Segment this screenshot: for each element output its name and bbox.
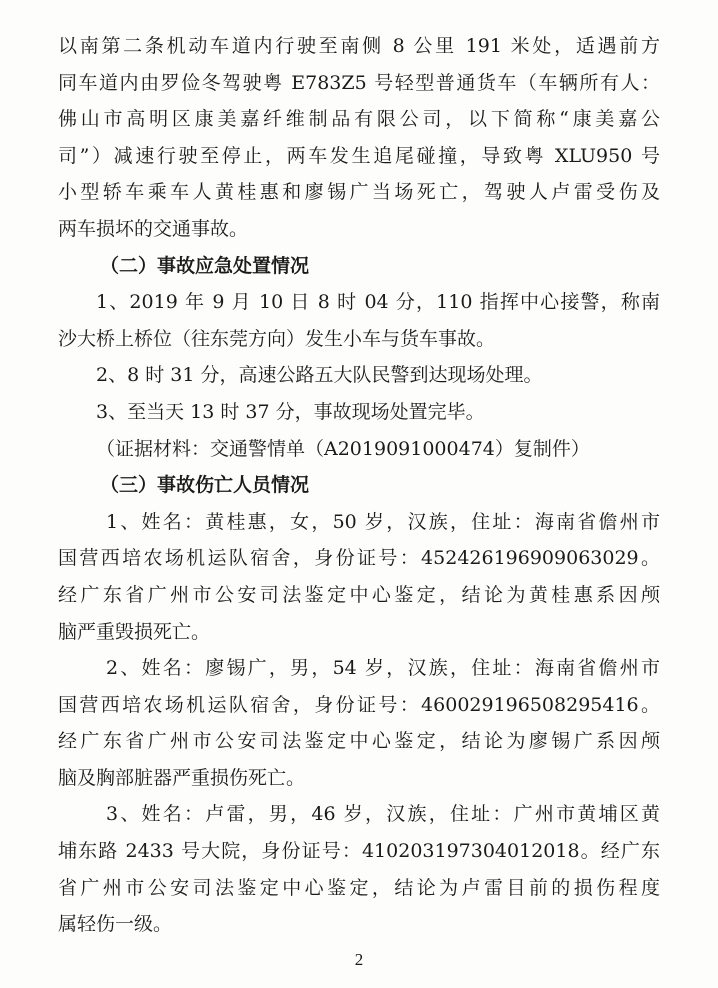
paragraph-line: 司”）减速行驶至停止，两车发生追尾碰撞，导致粤 XLU950 号 [58, 144, 660, 167]
paragraph-line: 省广州市公安司法鉴定中心鉴定，结论为卢雷目前的损伤程度 [58, 876, 660, 899]
evidence-note: （证据材料：交通警情单（A2019091000474）复制件） [96, 437, 590, 460]
paragraph-line: 经广东省广州市公安司法鉴定中心鉴定，结论为黄桂惠系因颅 [58, 583, 660, 606]
paragraph-line: 沙大桥上桥位（往东莞方向）发生小车与货车事故。 [58, 327, 496, 350]
paragraph-line: 1、2019 年 9 月 10 日 8 时 04 分，110 指挥中心接警，称南 [96, 291, 660, 314]
paragraph-line: 属轻伤一级。 [58, 913, 173, 936]
section-heading-casualties: （三）事故伤亡人员情况 [100, 474, 310, 497]
paragraph-line: 3、至当天 13 时 37 分，事故现场处置完毕。 [96, 400, 485, 423]
paragraph-line: 同车道内由罗俭冬驾驶粤 E783Z5 号轻型普通货车（车辆所有人： [58, 71, 660, 94]
paragraph-line: 两车损坏的交通事故。 [58, 217, 249, 240]
page-number: 2 [354, 950, 364, 969]
section-heading-emergency: （二）事故应急处置情况 [100, 254, 310, 277]
paragraph-line: 以南第二条机动车道内行驶至南侧 8 公里 191 米处，适遇前方 [58, 35, 660, 57]
paragraph-line: 3、姓名：卢雷，男，46 岁，汉族，住址：广州市黄埔区黄 [106, 803, 660, 826]
paragraph-line: 埔东路 2433 号大院，身份证号：410203197304012018。经广东 [58, 840, 660, 863]
paragraph-line: 佛山市高明区康美嘉纤维制品有限公司，以下简称“康美嘉公 [58, 108, 660, 131]
document-body [58, 28, 660, 943]
paragraph-line: 2、8 时 31 分，高速公路五大队民警到达现场处理。 [96, 364, 543, 387]
paragraph-line: 脑及胸部脏器严重损伤死亡。 [58, 766, 306, 789]
paragraph-line: 国营西培农场机运队宿舍，身份证号：452426196909063029。 [58, 547, 660, 570]
paragraph-line: 脑严重毁损死亡。 [58, 620, 211, 643]
paragraph-line: 国营西培农场机运队宿舍，身份证号：460029196508295416。 [58, 693, 660, 716]
paragraph-line: 经广东省广州市公安司法鉴定中心鉴定，结论为廖锡广系因颅 [58, 730, 660, 753]
paragraph-line: 1、姓名：黄桂惠，女，50 岁，汉族，住址：海南省儋州市 [106, 510, 660, 533]
paragraph-line: 小型轿车乘车人黄桂惠和廖锡广当场死亡，驾驶人卢雷受伤及 [58, 181, 660, 204]
paragraph-line: 2、姓名：廖锡广，男，54 岁，汉族，住址：海南省儋州市 [106, 657, 660, 680]
